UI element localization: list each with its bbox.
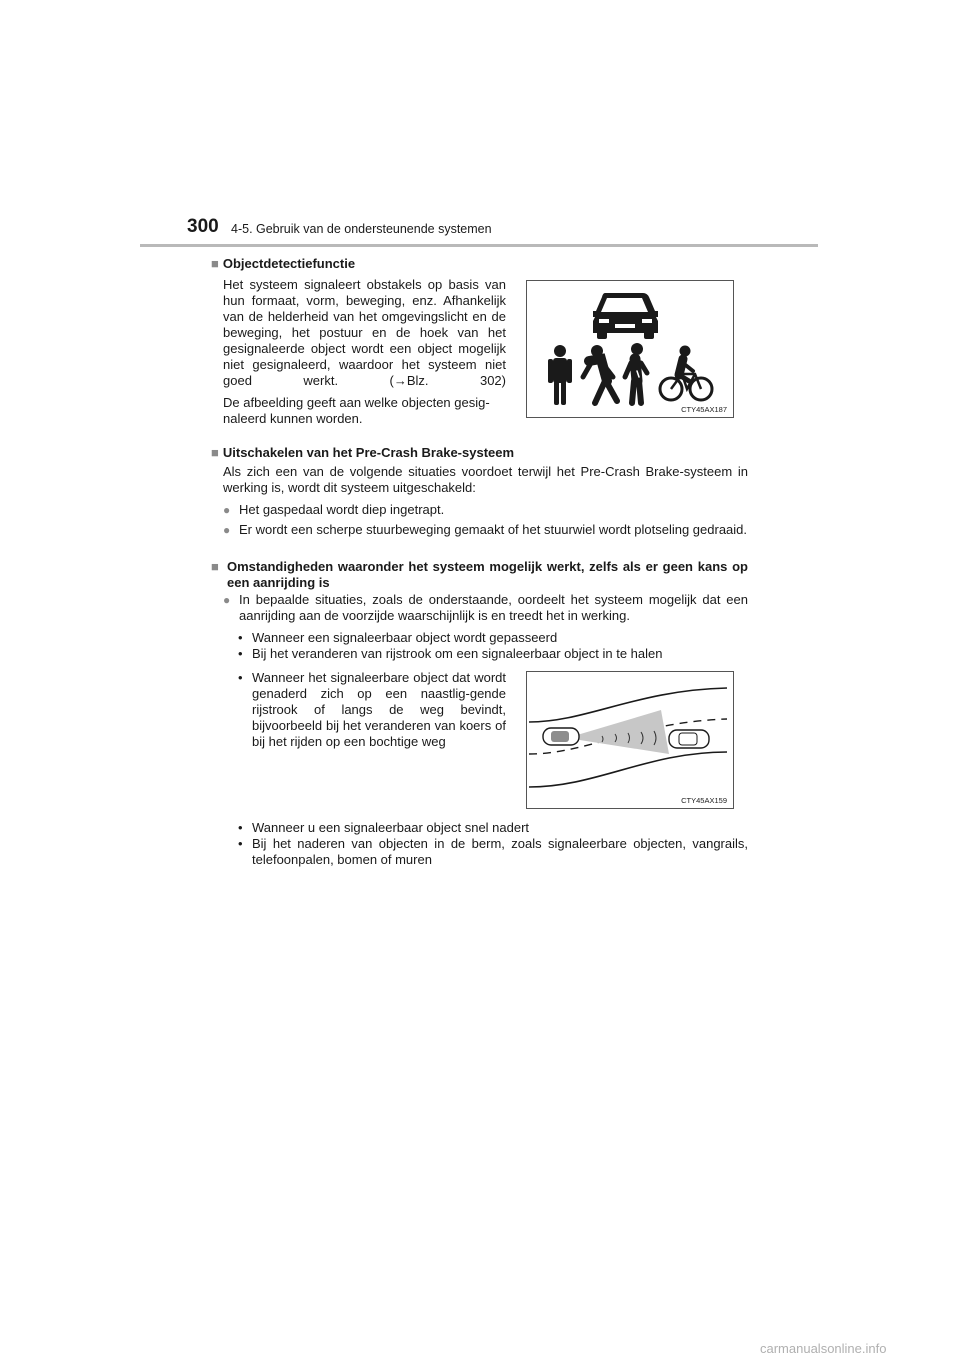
sub-list-item-text: Wanneer het signaleerbare object dat wordt genaderd zich op een naastlig-gende rijstrook of langs de weg bevindt, bijvoorbeeld bij het veranderen van koers of bij het rijden op een bochtige weg	[252, 670, 506, 749]
standing-person-icon	[548, 345, 572, 405]
cyclist-icon	[660, 346, 712, 401]
list-item	[223, 592, 748, 624]
pedestrian-icon	[625, 343, 647, 403]
detectable-objects-figure	[526, 280, 734, 418]
header-divider	[140, 244, 818, 247]
list-item-text: In bepaalde situaties, zoals de onderstaande, oordeelt het systeem mogelijk dat een aanrijding aan de voorzijde waarschijnlijk is en treedt het in werking.	[239, 592, 748, 623]
list-item-text: Er wordt een scherpe stuurbeweging gemaakt of het stuurwiel wordt plotseling gedraaid.	[239, 522, 748, 537]
car-icon	[669, 730, 709, 748]
sub-list-item	[238, 630, 748, 646]
circle-bullet-icon: ●	[223, 523, 231, 537]
sub-bullet-mark: •	[238, 630, 243, 645]
figure-caption-text: De afbeelding geeft aan welke objecten gesig-naleerd kunnen worden.	[223, 395, 490, 426]
heading-text: Omstandigheden waaronder het systeem mogelijk werkt, zelfs als er geen kans op een aanrijding is	[227, 559, 748, 590]
sub-list-item	[238, 670, 506, 750]
sub-list-item	[238, 820, 748, 836]
sub-list-item	[238, 836, 748, 868]
sub-bullet-mark: •	[238, 670, 243, 685]
sub-list-item-text: Wanneer een signaleerbaar object wordt gepasseerd	[252, 630, 558, 645]
sub-bullet-mark: •	[238, 820, 243, 835]
watermark-link[interactable]: carmanualsonline.info	[760, 1341, 887, 1356]
section-title: 4-5. Gebruik van de ondersteunende systemen	[231, 222, 492, 236]
circle-bullet-icon: ●	[223, 593, 231, 607]
radar-beam-icon	[567, 710, 669, 754]
curved-road-illustration	[527, 672, 733, 808]
sub-list-item-text: Bij het veranderen van rijstrook om een signaleerbaar object in te halen	[252, 646, 663, 661]
cancel-section-heading	[211, 445, 514, 461]
list-item-text: Het gaspedaal wordt diep ingetrapt.	[239, 502, 445, 517]
square-bullet-icon: ■	[211, 559, 219, 574]
figure-code: CTY45AX159	[681, 796, 727, 805]
square-bullet-icon: ■	[211, 445, 219, 460]
heading-text: Objectdetectiefunctie	[222, 256, 356, 271]
sub-list-item-text: Wanneer u een signaleerbaar object snel nadert	[252, 820, 530, 835]
sub-list-item	[238, 646, 748, 662]
conditions-section-heading	[211, 559, 748, 591]
sub-list-item-text: Bij het naderen van objecten in de berm, zoals signaleerbare objecten, vangrails, telefoonpalen, bomen of muren	[252, 836, 748, 867]
sub-bullet-mark: •	[238, 646, 243, 661]
cancel-section-intro: Als zich een van de volgende situaties voordoet terwijl het Pre-Crash Brake-systeem in werking is, wordt dit systeem uitgeschakeld:	[223, 464, 748, 495]
car-icon	[593, 293, 658, 339]
sub-bullet-mark: •	[238, 836, 243, 851]
object-detection-description: Het systeem signaleert obstakels op basis van hun formaat, vorm, beweging, enz. Afhankelijk van de helderheid van het omgevingslicht en de beweging, het postuur en de hoek van het gesignaleerde object wordt een object mogelijk niet gesignaleerd, waardoor het systeem niet goed werkt. (→Blz. 302)	[223, 277, 506, 388]
object-detection-heading	[211, 256, 355, 272]
curved-road-figure	[526, 671, 734, 809]
detectable-objects-illustration	[527, 281, 733, 417]
list-item	[223, 522, 748, 538]
figure-code: CTY45AX187	[681, 405, 727, 414]
square-bullet-icon: ■	[211, 256, 219, 271]
walking-person-icon	[583, 345, 617, 403]
list-item	[223, 502, 748, 518]
circle-bullet-icon: ●	[223, 503, 231, 517]
heading-text: Uitschakelen van het Pre-Crash Brake-systeem	[222, 445, 515, 460]
car-icon	[543, 728, 579, 745]
page-number: 300	[187, 216, 219, 237]
